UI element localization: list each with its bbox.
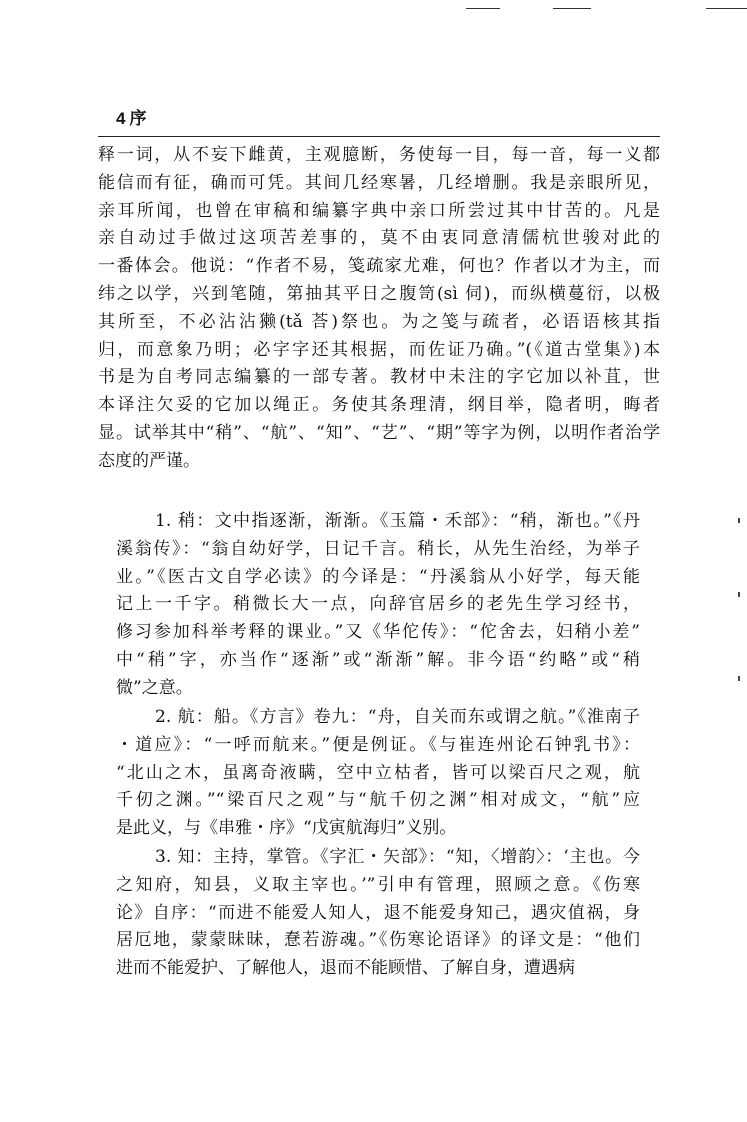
text-line: “北山之木，虽离奇液瞒，空中立枯者，皆可以梁百尺之观，航: [116, 762, 640, 783]
text-line: 修习参加科举考释的课业。”又《华佗传》：“佗舍去，妇稍小差”: [116, 622, 640, 643]
text-line: 态度的严谨。: [98, 450, 200, 471]
text-line: 书是为自考同志编纂的一部专著。教材中未注的字它加以补苴，世: [98, 367, 660, 388]
text-line: 其所至，不必沾沾獭(tǎ 荅)祭也。为之笺与疏者，必语语核其指: [98, 311, 660, 332]
text-line: 亲耳所闻，也曾在审稿和编纂字典中亲口所尝过其中甘苦的。凡是: [98, 200, 660, 221]
text-line: 居厄地，蒙蒙昧昧，惷若游魂。”《伤寒论语译》的译文是：“他们: [116, 930, 640, 951]
scan-mark: [706, 8, 747, 9]
text-line: 归，而意象乃明；必字字还其根据，而佐证乃确。”(《道古堂集》)本: [98, 339, 660, 360]
scan-mark: [466, 8, 500, 9]
text-line: 是此义，与《串雅・序》“戊寅航海归”义别。: [116, 818, 457, 839]
section-title: 序: [129, 109, 147, 129]
scan-speck: [738, 676, 740, 681]
text-line: 溪翁传》：“翁自幼好学，日记千言。稍长，从先生治经，为举子: [116, 538, 640, 559]
text-line: 亲自动过手做过这项苦差事的，莫不由衷同意清儒杭世骏对此的: [98, 228, 660, 249]
running-header: [116, 104, 146, 129]
text-line: 能信而有征，确而可凭。其间几经寒暑，几经增删。我是亲眼所见，: [98, 172, 660, 193]
text-line: 本译注欠妥的它加以绳正。务使其条理清，纲目举，隐者明，晦者: [98, 395, 660, 416]
text-line: 千仞之渊。”“梁百尺之观”与“航千仞之渊”相对成文，“航”应: [116, 790, 640, 811]
scan-speck: [738, 518, 740, 523]
text-line: 一番体会。他说：“作者不易，笺疏家尤难，何也？作者以才为主，而: [98, 256, 660, 277]
text-line: 业。”《医古文自学必读》的今译是：“丹溪翁从小好学，每天能: [116, 566, 640, 587]
text-line: 中“稍”字，亦当作“逐渐”或“渐渐”解。非今语“约略”或“稍: [116, 650, 640, 670]
text-line: 纬之以学，兴到笔随，第抽其平日之腹笥(sì 伺)，而纵横蔓衍，以极: [98, 284, 660, 304]
text-line: 1. 稍：文中指逐渐，渐渐。《玉篇・禾部》：“稍，渐也。”《丹: [155, 511, 640, 531]
scan-speck: [738, 592, 740, 597]
text-line: 3. 知：主持，掌管。《字汇・矢部》：“知，〈增韵〉：‘主也。今: [155, 847, 640, 867]
text-line: 释一词，从不妄下雌黄，主观臆断，务使每一目，每一音，每一义都: [98, 145, 660, 165]
text-line: 进而不能爱护、了解他人，退而不能顾惜、了解自身，遭遇病: [116, 958, 575, 979]
page-number: 4: [116, 109, 126, 128]
text-line: 2. 航：船。《方言》卷九：“舟，自关而东或谓之航。”《淮南子: [155, 707, 640, 727]
text-line: 之知府，知县，义取主宰也。’”引申有管理，照顾之意。《伤寒: [116, 874, 640, 895]
header-rule: [98, 136, 660, 137]
text-line: 记上一千字。稍微长大一点，向辞官居乡的老先生学习经书，: [116, 594, 640, 615]
text-line: 微”之意。: [116, 677, 193, 698]
text-line: 论》自序：“而进不能爱人知人，退不能爱身知己，遇灾值祸，身: [116, 902, 640, 923]
text-line: 显。试举其中“稍”、“航”、“知”、“艺”、“期”等字为例，以明作者治学: [98, 423, 660, 443]
scan-mark: [553, 8, 591, 9]
text-line: ・道应》：“一呼而航来。”便是例证。《与崔连州论石钟乳书》：: [116, 734, 640, 755]
